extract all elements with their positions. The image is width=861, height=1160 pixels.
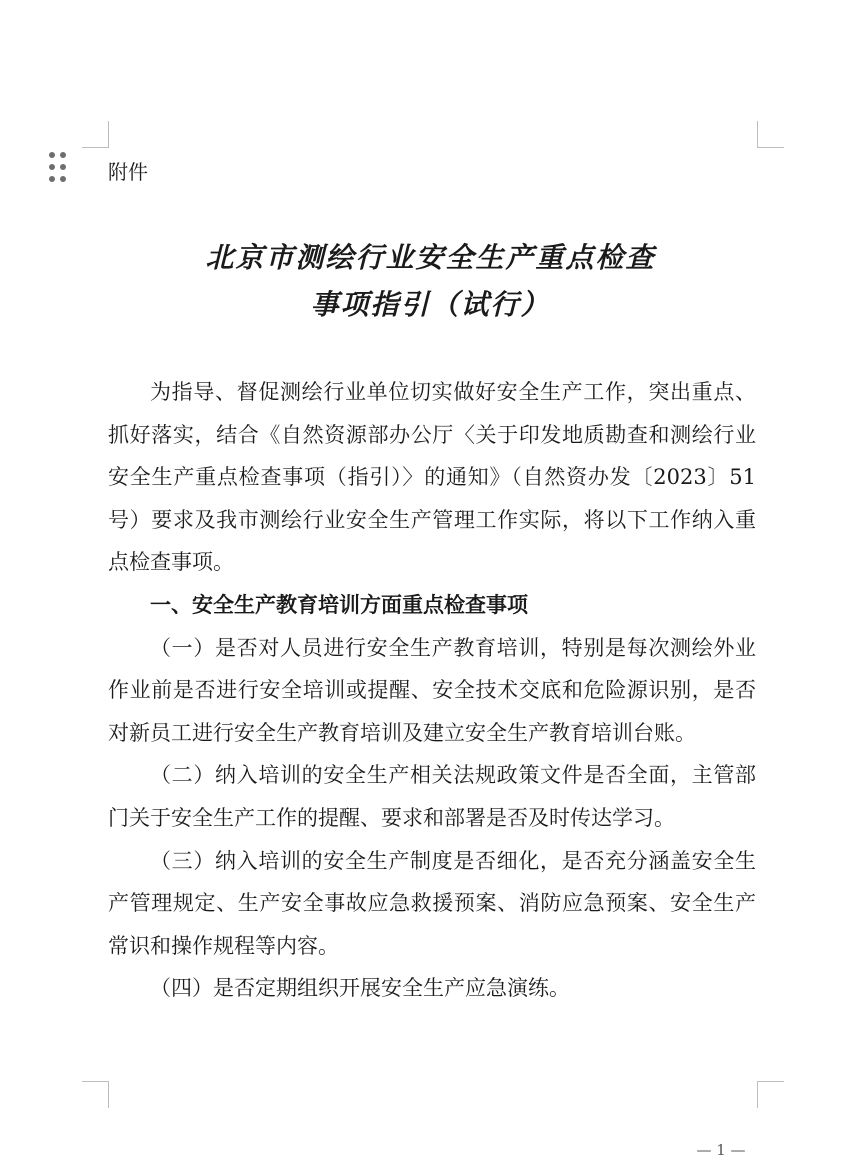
page-number: — 1 — (696, 1141, 746, 1159)
item-paragraph: （一）是否对人员进行安全生产教育培训，特别是每次测绘外业作业前是否进行安全培训或提醒、安全技术交底和危险源识别，是否对新员工进行安全生产教育培训及建立安全生产教育培训台账。 (108, 635, 756, 745)
corner-mark-top-right (757, 121, 784, 148)
attachment-label: 附件 (108, 160, 148, 184)
item-paragraph: （二）纳入培训的安全生产相关法规政策文件是否全面，主管部门关于安全生产工作的提醒、要求和部署是否及时传达学习。 (108, 763, 756, 830)
corner-mark-bottom-left (82, 1081, 109, 1108)
drag-handle-icon[interactable] (48, 152, 68, 184)
intro-paragraph: 为指导、督促测绘行业单位切实做好安全生产工作，突出重点、抓好落实，结合《自然资源部办公厅〈关于印发地质勘查和测绘行业安全生产重点检查事项（指引）〉的通知》（自然资办发〔2023〕51 号）要求及我市测绘行业安全生产管理工作实际，将以下工作纳入重点检查事项。 (108, 380, 756, 575)
document-body (108, 371, 756, 1010)
corner-mark-top-left (82, 121, 109, 148)
item-paragraph: （四）是否定期组织开展安全生产应急演练。 (150, 976, 570, 1001)
item-paragraph: （三）纳入培训的安全生产制度是否细化，是否充分涵盖安全生产管理规定、生产安全事故应急救援预案、消防应急预案、安全生产常识和操作规程等内容。 (108, 848, 756, 958)
document-title-line-1: 北京市测绘行业安全生产重点检查 (205, 241, 656, 274)
corner-mark-bottom-right (757, 1081, 784, 1108)
section-heading: 一、安全生产教育培训方面重点检查事项 (150, 592, 528, 617)
document-title-line-2: 事项指引（试行） (310, 288, 551, 321)
